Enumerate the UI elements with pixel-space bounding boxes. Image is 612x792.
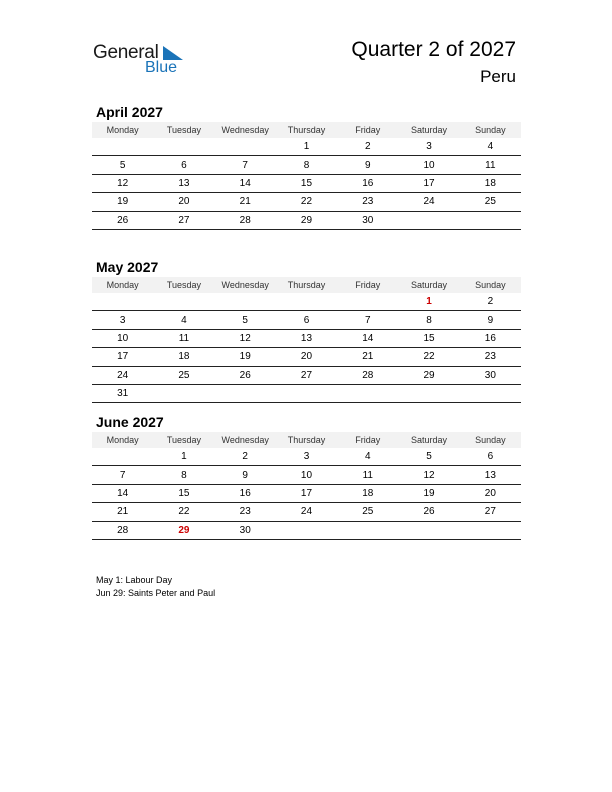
day-cell: 16 <box>215 484 276 502</box>
calendar-table <box>92 277 521 403</box>
day-cell: 21 <box>215 193 276 211</box>
day-cell <box>276 384 337 402</box>
day-cell: 24 <box>276 503 337 521</box>
day-cell: 30 <box>460 366 521 384</box>
month-title: April 2027 <box>96 104 163 120</box>
day-cell: 26 <box>92 211 153 229</box>
day-cell: 19 <box>92 193 153 211</box>
day-cell <box>92 448 153 466</box>
day-cell <box>153 293 214 311</box>
page-title: Quarter 2 of 2027 <box>351 38 516 61</box>
day-cell <box>398 521 459 539</box>
month-may <box>92 258 521 403</box>
day-cell: 19 <box>398 484 459 502</box>
weekday-header: Friday <box>337 122 398 138</box>
day-cell: 3 <box>276 448 337 466</box>
weekday-header-row <box>92 277 521 293</box>
weekday-header: Sunday <box>460 277 521 293</box>
day-cell <box>337 521 398 539</box>
day-cell <box>337 293 398 311</box>
day-cell <box>92 138 153 156</box>
day-cell: 11 <box>153 329 214 347</box>
day-cell: 18 <box>460 174 521 192</box>
week-row <box>92 311 521 329</box>
weekday-header: Tuesday <box>153 122 214 138</box>
day-cell: 4 <box>460 138 521 156</box>
day-cell: 26 <box>215 366 276 384</box>
day-cell: 17 <box>92 348 153 366</box>
weekday-header: Thursday <box>276 277 337 293</box>
weekday-header: Tuesday <box>153 432 214 448</box>
day-cell: 24 <box>398 193 459 211</box>
month-april <box>92 103 521 230</box>
day-cell <box>398 384 459 402</box>
day-cell: 15 <box>153 484 214 502</box>
day-cell: 16 <box>460 329 521 347</box>
day-cell: 15 <box>276 174 337 192</box>
week-row <box>92 293 521 311</box>
day-cell <box>215 293 276 311</box>
day-cell: 28 <box>215 211 276 229</box>
day-cell: 6 <box>460 448 521 466</box>
month-title: June 2027 <box>96 414 164 430</box>
calendar-table <box>92 432 521 540</box>
week-row <box>92 211 521 229</box>
generalblue-logo <box>93 42 193 78</box>
day-cell: 27 <box>276 366 337 384</box>
day-cell <box>460 211 521 229</box>
day-cell: 12 <box>398 466 459 484</box>
weekday-header: Wednesday <box>215 122 276 138</box>
day-cell <box>153 384 214 402</box>
day-cell: 6 <box>276 311 337 329</box>
day-cell: 23 <box>337 193 398 211</box>
day-cell: 8 <box>398 311 459 329</box>
day-cell: 10 <box>276 466 337 484</box>
week-row <box>92 484 521 502</box>
weekday-header: Monday <box>92 277 153 293</box>
day-cell: 31 <box>92 384 153 402</box>
week-row <box>92 448 521 466</box>
week-row <box>92 329 521 347</box>
holiday-notes <box>96 574 215 600</box>
day-cell: 28 <box>337 366 398 384</box>
day-cell: 21 <box>337 348 398 366</box>
day-cell <box>460 521 521 539</box>
day-cell: 17 <box>276 484 337 502</box>
day-cell: 14 <box>215 174 276 192</box>
calendar-table <box>92 122 521 230</box>
weekday-header: Monday <box>92 432 153 448</box>
day-cell: 4 <box>153 311 214 329</box>
day-cell: 13 <box>460 466 521 484</box>
day-cell: 22 <box>276 193 337 211</box>
holiday-note: Jun 29: Saints Peter and Paul <box>96 588 216 598</box>
day-cell: 5 <box>92 156 153 174</box>
day-cell <box>337 384 398 402</box>
weekday-header: Thursday <box>276 122 337 138</box>
day-cell: 8 <box>153 466 214 484</box>
day-cell: 5 <box>398 448 459 466</box>
day-cell: 7 <box>215 156 276 174</box>
day-cell: 1 <box>398 293 459 311</box>
weekday-header: Saturday <box>398 277 459 293</box>
day-cell: 12 <box>215 329 276 347</box>
day-cell: 7 <box>92 466 153 484</box>
day-cell: 12 <box>92 174 153 192</box>
day-cell: 13 <box>276 329 337 347</box>
day-cell: 11 <box>337 466 398 484</box>
day-cell: 25 <box>153 366 214 384</box>
weekday-header: Sunday <box>460 432 521 448</box>
weekday-header: Wednesday <box>215 432 276 448</box>
logo-word-blue: Blue <box>145 59 178 76</box>
day-cell <box>215 384 276 402</box>
weekday-header-row <box>92 122 521 138</box>
logo-triangle-icon <box>161 46 183 60</box>
day-cell: 29 <box>153 521 214 539</box>
day-cell: 7 <box>337 311 398 329</box>
day-cell: 11 <box>460 156 521 174</box>
day-cell: 28 <box>92 521 153 539</box>
day-cell <box>398 211 459 229</box>
day-cell <box>153 138 214 156</box>
day-cell: 1 <box>276 138 337 156</box>
day-cell: 25 <box>460 193 521 211</box>
day-cell: 15 <box>398 329 459 347</box>
day-cell: 21 <box>92 503 153 521</box>
month-title: May 2027 <box>96 259 159 275</box>
weekday-header: Saturday <box>398 122 459 138</box>
day-cell: 26 <box>398 503 459 521</box>
day-cell: 19 <box>215 348 276 366</box>
day-cell: 13 <box>153 174 214 192</box>
day-cell: 14 <box>92 484 153 502</box>
day-cell: 20 <box>276 348 337 366</box>
weekday-header: Friday <box>337 432 398 448</box>
day-cell: 20 <box>153 193 214 211</box>
week-row <box>92 193 521 211</box>
day-cell <box>460 384 521 402</box>
day-cell: 1 <box>153 448 214 466</box>
day-cell: 18 <box>337 484 398 502</box>
day-cell: 9 <box>337 156 398 174</box>
weekday-header-row <box>92 432 521 448</box>
day-cell: 8 <box>276 156 337 174</box>
weekday-header: Monday <box>92 122 153 138</box>
day-cell: 22 <box>153 503 214 521</box>
week-row <box>92 366 521 384</box>
day-cell <box>92 293 153 311</box>
logo-word-general: General <box>93 42 159 63</box>
weekday-header: Sunday <box>460 122 521 138</box>
day-cell: 22 <box>398 348 459 366</box>
day-cell: 30 <box>337 211 398 229</box>
day-cell: 2 <box>337 138 398 156</box>
week-row <box>92 138 521 156</box>
day-cell: 24 <box>92 366 153 384</box>
week-row <box>92 348 521 366</box>
day-cell: 3 <box>398 138 459 156</box>
month-june <box>92 413 521 540</box>
day-cell: 27 <box>460 503 521 521</box>
day-cell: 14 <box>337 329 398 347</box>
week-row <box>92 466 521 484</box>
weekday-header: Thursday <box>276 432 337 448</box>
weekday-header: Tuesday <box>153 277 214 293</box>
day-cell: 4 <box>337 448 398 466</box>
week-row <box>92 174 521 192</box>
holiday-note: May 1: Labour Day <box>96 575 173 585</box>
day-cell: 17 <box>398 174 459 192</box>
country-name: Peru <box>480 67 516 86</box>
day-cell: 6 <box>153 156 214 174</box>
day-cell: 10 <box>92 329 153 347</box>
weekday-header: Friday <box>337 277 398 293</box>
week-row <box>92 156 521 174</box>
day-cell <box>276 293 337 311</box>
week-row <box>92 521 521 539</box>
day-cell: 18 <box>153 348 214 366</box>
day-cell: 9 <box>215 466 276 484</box>
week-row <box>92 384 521 402</box>
day-cell: 25 <box>337 503 398 521</box>
day-cell: 23 <box>215 503 276 521</box>
day-cell: 27 <box>153 211 214 229</box>
week-row <box>92 503 521 521</box>
day-cell <box>215 138 276 156</box>
day-cell: 20 <box>460 484 521 502</box>
weekday-header: Saturday <box>398 432 459 448</box>
day-cell: 29 <box>276 211 337 229</box>
day-cell: 10 <box>398 156 459 174</box>
day-cell: 9 <box>460 311 521 329</box>
weekday-header: Wednesday <box>215 277 276 293</box>
day-cell: 2 <box>460 293 521 311</box>
day-cell: 5 <box>215 311 276 329</box>
day-cell: 30 <box>215 521 276 539</box>
day-cell <box>276 521 337 539</box>
day-cell: 29 <box>398 366 459 384</box>
day-cell: 2 <box>215 448 276 466</box>
day-cell: 23 <box>460 348 521 366</box>
day-cell: 16 <box>337 174 398 192</box>
day-cell: 3 <box>92 311 153 329</box>
